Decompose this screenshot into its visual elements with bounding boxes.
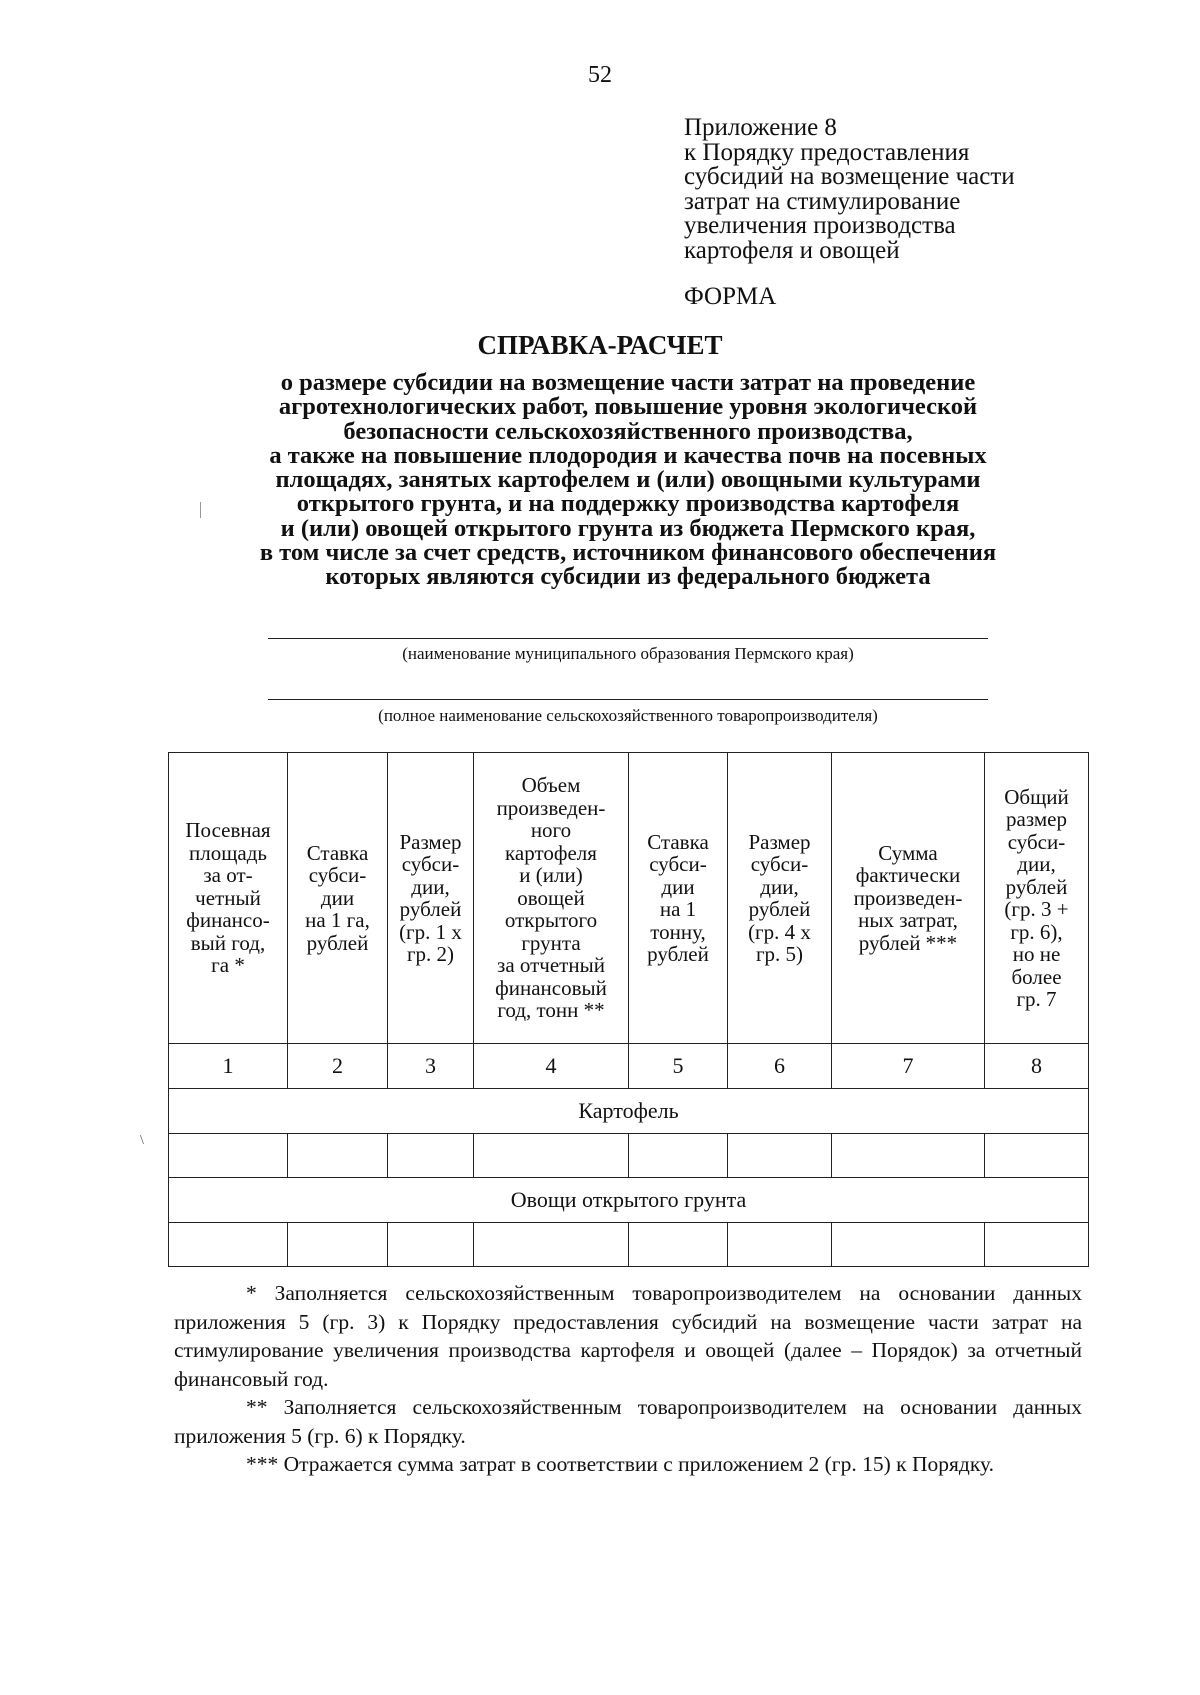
section-label: Овощи открытого грунта xyxy=(169,1178,1089,1223)
appendix-line: к Порядку предоставления xyxy=(684,138,970,166)
data-cell[interactable] xyxy=(169,1223,288,1267)
data-cell[interactable] xyxy=(169,1134,288,1178)
subtitle-line: и (или) овощей открытого грунта из бюджета Пермского края, xyxy=(280,514,976,542)
subtitle-line: открытого грунта, и на поддержку производства картофеля xyxy=(296,490,960,518)
subtitle-line: безопасности сельскохозяйственного производства, xyxy=(343,417,913,445)
data-cell[interactable] xyxy=(474,1223,629,1267)
subtitle-line: которых являются субсидии из федерального бюджета xyxy=(325,563,931,591)
producer-name-line xyxy=(268,699,988,700)
subtitle-line: в том числе за счет средств, источником финансового обеспечения xyxy=(259,539,997,567)
municipality-caption: (наименование муниципального образования Пермского края) xyxy=(402,644,854,663)
producer-caption: (полное наименование сельскохозяйственного товаропроизводителя) xyxy=(378,706,878,725)
data-cell[interactable] xyxy=(629,1134,728,1178)
calculation-table xyxy=(168,752,1089,1267)
appendix-line: Приложение 8 xyxy=(684,114,837,141)
subtitle-line: агротехнологических работ, повышение уровня экологической xyxy=(278,393,978,421)
section-row-potato xyxy=(169,1089,1089,1134)
page-number: 52 xyxy=(588,62,612,88)
appendix-line: субсидий на возмещение части xyxy=(684,163,1015,190)
municipality-name-line xyxy=(268,638,988,639)
data-cell[interactable] xyxy=(288,1134,388,1178)
document-title: СПРАВКА-РАСЧЕТ xyxy=(477,330,723,360)
data-cell[interactable] xyxy=(728,1223,832,1267)
appendix-line: затрат на стимулирование xyxy=(684,187,961,215)
section-label: Картофель xyxy=(169,1089,1089,1134)
subtitle-line: о размере субсидии на возмещение части затрат на проведение xyxy=(280,369,976,396)
header-cell: Общий размер субси- дии, рублей (гр. 3 + гр. 6), но не более гр. 7 xyxy=(985,753,1089,1044)
appendix-line: картофеля и овощей xyxy=(684,236,900,264)
data-cell[interactable] xyxy=(985,1134,1089,1178)
column-number: 8 xyxy=(985,1044,1089,1089)
form-label: ФОРМА xyxy=(684,283,777,310)
header-cell: Размер субси- дии, рублей (гр. 4 х гр. 5) xyxy=(728,753,832,1044)
header-cell: Ставка субси- дии на 1 га, рублей xyxy=(288,753,388,1044)
scan-artifact: \ xyxy=(140,1133,144,1148)
column-number: 5 xyxy=(629,1044,728,1089)
header-cell: Сумма фактически произведен- ных затрат, рублей *** xyxy=(832,753,985,1044)
data-cell[interactable] xyxy=(832,1223,985,1267)
data-cell[interactable] xyxy=(388,1223,474,1267)
footnotes xyxy=(174,1279,1082,1479)
column-number: 7 xyxy=(832,1044,985,1089)
data-cell[interactable] xyxy=(629,1223,728,1267)
data-cell[interactable] xyxy=(728,1134,832,1178)
column-number: 4 xyxy=(474,1044,629,1089)
column-number: 2 xyxy=(288,1044,388,1089)
section-row-vegetables xyxy=(169,1178,1089,1223)
header-cell: Ставка субси- дии на 1 тонну, рублей xyxy=(629,753,728,1044)
column-number-row xyxy=(169,1044,1089,1089)
data-cell[interactable] xyxy=(985,1223,1089,1267)
document-subtitle xyxy=(0,371,1200,590)
scan-artifact xyxy=(200,502,201,518)
subtitle-line: а также на повышение плодородия и качества почв на посевных xyxy=(269,441,987,469)
data-cell[interactable] xyxy=(288,1223,388,1267)
column-number: 1 xyxy=(169,1044,288,1089)
header-cell: Размер субси- дии, рублей (гр. 1 х гр. 2) xyxy=(388,753,474,1044)
table-row xyxy=(169,1134,1089,1178)
table-row xyxy=(169,1223,1089,1267)
data-cell[interactable] xyxy=(388,1134,474,1178)
footnote: * Заполняется сельскохозяйственным товаропроизводителем на основании данных приложения 5 (гр. 3) к Порядку предоставления субсидий на возмещение части затрат на стимулирование увеличения производства картофеля и овощей (далее – Порядок) за отчетный финансовый год. xyxy=(174,1281,1082,1391)
header-cell: Объем произведен- ного картофеля и (или) овощей открытого грунта за отчетный финансовый год, тонн ** xyxy=(474,753,629,1044)
appendix-line: увеличения производства xyxy=(684,212,956,239)
data-cell[interactable] xyxy=(832,1134,985,1178)
data-cell[interactable] xyxy=(474,1134,629,1178)
appendix-reference xyxy=(684,116,1104,263)
header-cell: Посевная площадь за от- четный финансо- вый год, га * xyxy=(169,753,288,1044)
footnote: ** Заполняется сельскохозяйственным товаропроизводителем на основании данных приложения 5 (гр. 6) к Порядку. xyxy=(174,1395,1082,1448)
column-number: 3 xyxy=(388,1044,474,1089)
subtitle-line: площадях, занятых картофелем и (или) овощными культурами xyxy=(275,466,981,494)
footnote: *** Отражается сумма затрат в соответствии с приложением 2 (гр. 15) к Порядку. xyxy=(246,1452,994,1476)
table-header-row xyxy=(169,753,1089,1044)
column-number: 6 xyxy=(728,1044,832,1089)
